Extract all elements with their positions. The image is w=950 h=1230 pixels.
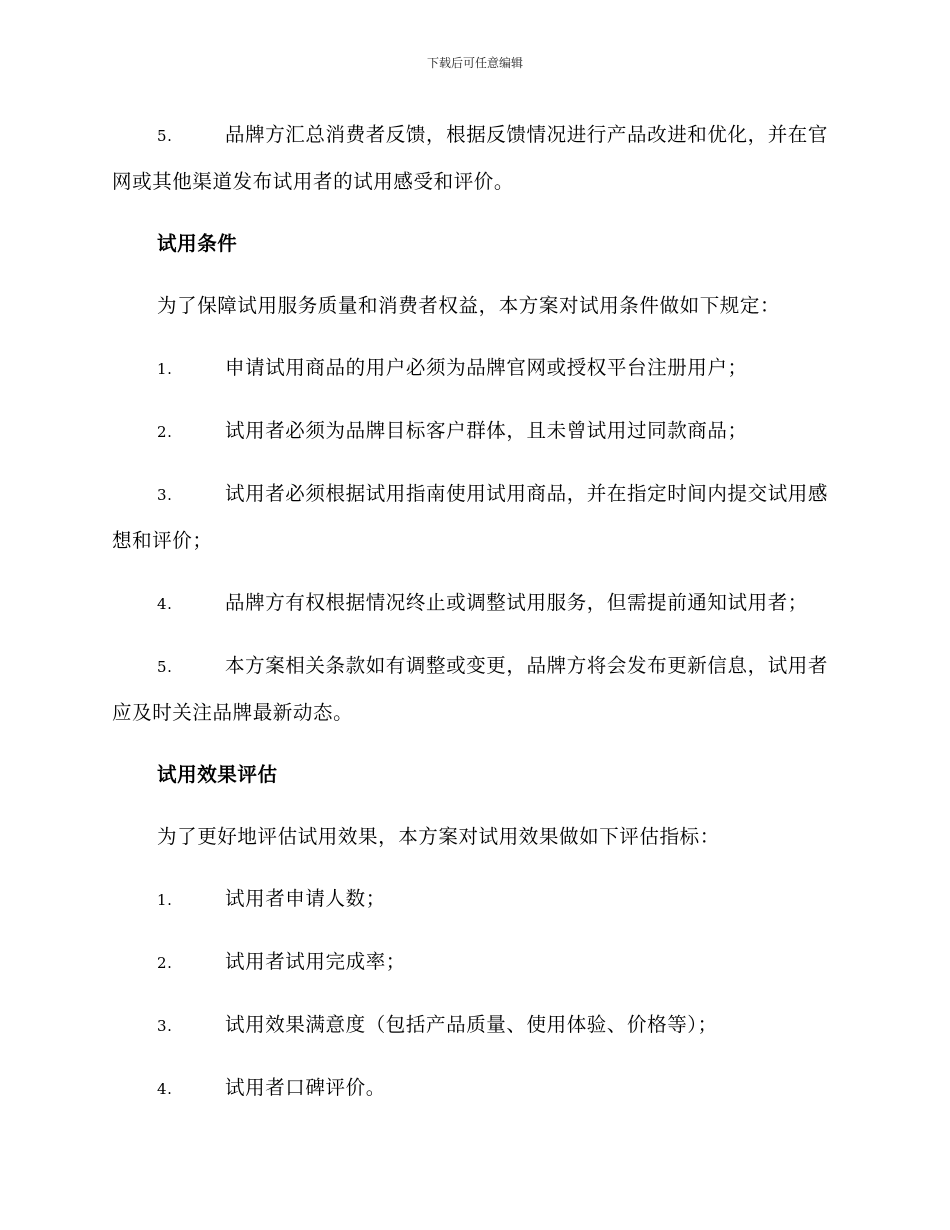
page-header: 下载后可任意编辑 [426,56,523,70]
list-number: 3. [157,1017,173,1035]
list-item [112,939,837,986]
list-text: 品牌方有权根据情况终止或调整试用服务，但需提前通知试用者； [225,591,808,614]
list-text: 试用者试用完成率； [225,950,406,973]
list-item [112,643,837,736]
list-text: 申请试用商品的用户必须为品牌官网或授权平台注册用户； [225,356,748,379]
list-item [112,408,837,455]
list-number: 5. [157,127,173,145]
list-item [112,876,837,923]
list-number: 2. [157,423,173,441]
section-heading-trial-conditions: 试用条件 [157,232,238,255]
section-intro: 为了保障试用服务质量和消费者权益，本方案对试用条件做如下规定： [157,294,781,317]
list-item [112,580,837,627]
list-text: 试用者必须为品牌目标客户群体，且未曾试用过同款商品； [225,419,748,442]
section-heading-trial-evaluation: 试用效果评估 [157,763,278,786]
section-intro: 为了更好地评估试用效果，本方案对试用效果做如下评估指标： [157,825,720,848]
document-body [112,112,837,1128]
list-number: 2. [157,954,173,972]
list-item [112,1002,837,1049]
list-text: 品牌方汇总消费者反馈，根据反馈情况进行产品改进和优化，并在官网或其他渠道发布试用者的试用感受和评价。 [112,123,829,193]
list-number: 4. [157,595,173,613]
list-text: 试用者申请人数； [225,887,386,910]
list-item [112,1065,837,1112]
list-text: 试用效果满意度（包括产品质量、使用体验、价格等）； [225,1013,718,1036]
list-item [112,112,837,205]
list-number: 4. [157,1080,173,1098]
list-number: 1. [157,891,173,909]
list-number: 5. [157,658,173,676]
list-text: 本方案相关条款如有调整或变更，品牌方将会发布更新信息，试用者应及时关注品牌最新动态。 [112,654,829,724]
list-text: 试用者口碑评价。 [225,1076,386,1099]
list-number: 3. [157,486,173,504]
list-item [112,345,837,392]
list-text: 试用者必须根据试用指南使用试用商品，并在指定时间内提交试用感想和评价； [112,482,829,552]
list-item [112,471,837,564]
list-number: 1. [157,360,173,378]
